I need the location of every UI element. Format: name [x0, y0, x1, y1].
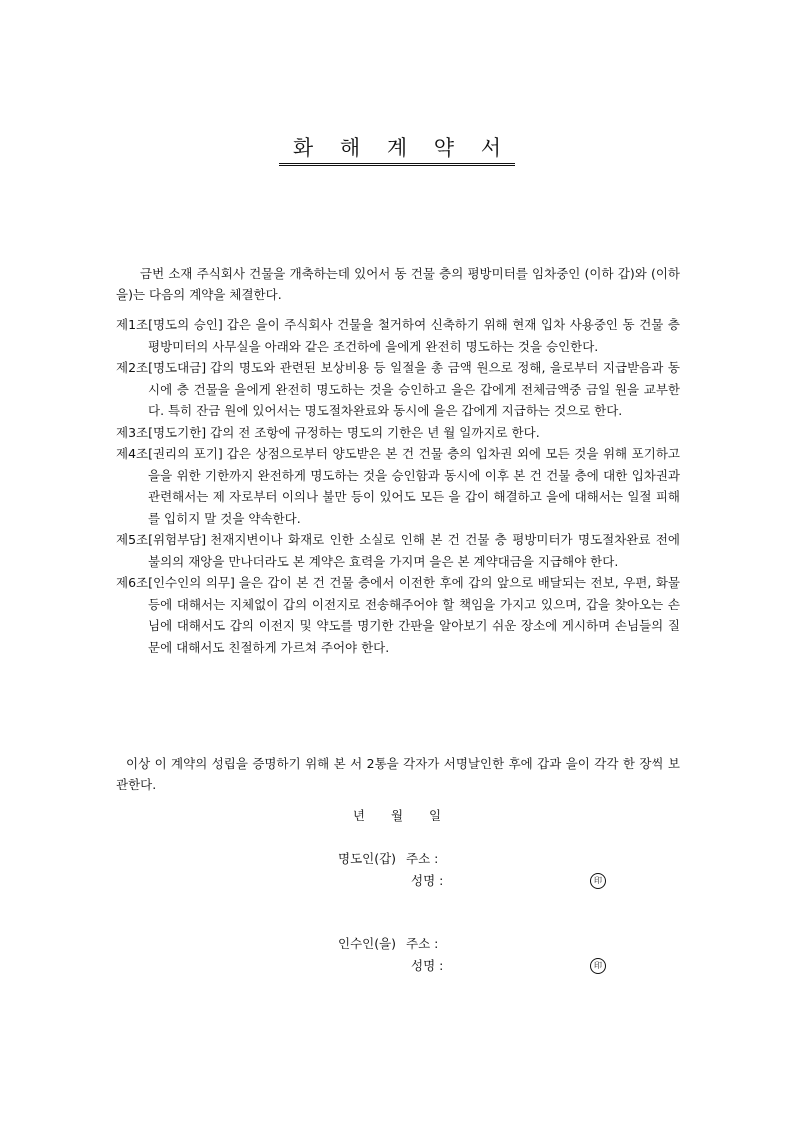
article-label: 제3조[명도기한]: [116, 424, 207, 440]
article-5: [116, 529, 680, 572]
article-text: 갑의 전 조항에 규정하는 명도의 기한은 년 월 일까지로 한다.: [210, 424, 540, 440]
article-text: 갑은 을이 주식회사 건물을 철거하여 신축하기 위해 현재 입차 사용중인 동 건물 층 평방미터의 사무실을 아래와 같은 조건하에 을에게 완전히 명도하는 것을 승인한다.: [148, 317, 680, 354]
party-name-row: [338, 955, 602, 977]
party-lessee: [338, 933, 602, 977]
address-label: 주소 :: [406, 936, 439, 951]
party-address-row: [338, 848, 439, 870]
article-text: 천재지변이나 화재로 인한 소실로 인해 본 건 건물 층 평방미터가 명도절차완료 전에 불의의 재앙을 만나더라도 본 계약은 효력을 가지며 을은 본 계약대금을 지급해야 한다.: [148, 532, 680, 569]
date-line: 년 월 일: [352, 808, 442, 823]
name-label: 성명 :: [411, 873, 444, 888]
party-role: 명도인(갑): [338, 851, 397, 866]
article-label: 제4조[권리의 포기]: [116, 446, 223, 461]
article-label: 제5조[위험부담]: [116, 532, 207, 547]
title-block: [0, 133, 794, 166]
seal-mark: 印: [590, 958, 606, 974]
party-address-row: [338, 933, 439, 955]
articles-list: [116, 314, 680, 658]
closing-paragraph: 이상 이 계약의 성립을 증명하기 위해 본 서 2통을 각자가 서명날인한 후에 갑과 을이 각각 한 장씩 보관한다.: [116, 755, 680, 792]
article-label: 제1조[명도의 승인]: [116, 317, 223, 332]
party-role: 인수인(을): [338, 936, 397, 951]
party-name-row: [338, 870, 602, 892]
article-3: [116, 422, 680, 444]
party-lessor: [338, 848, 602, 892]
article-1: [116, 314, 680, 357]
name-label: 성명 :: [411, 958, 444, 973]
article-label: 제6조[인수인의 의무]: [116, 575, 235, 590]
article-6: [116, 572, 680, 658]
article-2: [116, 357, 680, 422]
article-text: 갑은 상점으로부터 양도받은 본 건 건물 층의 입차권 외에 모든 것을 위해 포기하고 을을 위한 기한까지 완전하게 명도하는 것을 승인함과 동시에 이후 본 건 건물 층에 대한 입차권과 관련해서는 제 자로부터 이의나 불만 등이 있어도 모든 을 갑이 해결하고 을에 대해서는 일절 피해를 입히지 말 것을 약속한다.: [148, 446, 680, 526]
article-text: 갑의 명도와 관련된 보상비용 등 일절을 총 금액 원으로 정해, 을로부터 지급받음과 동시에 층 건물을 을에게 완전히 명도하는 것을 승인하고 을은 갑에게 전체금액중 금일 원을 교부한다. 특히 잔금 원에 있어서는 명도절차완료와 동시에 을은 갑에게 지급하는 것으로 한다.: [148, 360, 680, 418]
seal-mark: 印: [590, 873, 606, 889]
intro-paragraph: 금번 소재 주식회사 건물을 개축하는데 있어서 동 건물 층의 평방미터를 임차중인 (이하 갑)와 (이하 을)는 다음의 계약을 체결한다.: [116, 265, 680, 302]
article-label: 제2조[명도대금]: [116, 360, 207, 375]
article-text: 을은 갑이 본 건 건물 층에서 이전한 후에 갑의 앞으로 배달되는 전보, 우편, 화물 등에 대해서는 지체없이 갑의 이전지로 전송해주어야 할 책임을 가지고 있으며, 갑을 찾아오는 손님에 대해서도 갑의 이전지 및 약도를 명기한 간판을 알아보기 쉬운 장소에 게시하며 손님들의 질문에 대해서도 친절하게 가르쳐 주어야 한다.: [148, 575, 680, 655]
document-title: 화 해 계 약 서: [279, 133, 515, 166]
address-label: 주소 :: [406, 851, 439, 866]
article-4: [116, 443, 680, 529]
